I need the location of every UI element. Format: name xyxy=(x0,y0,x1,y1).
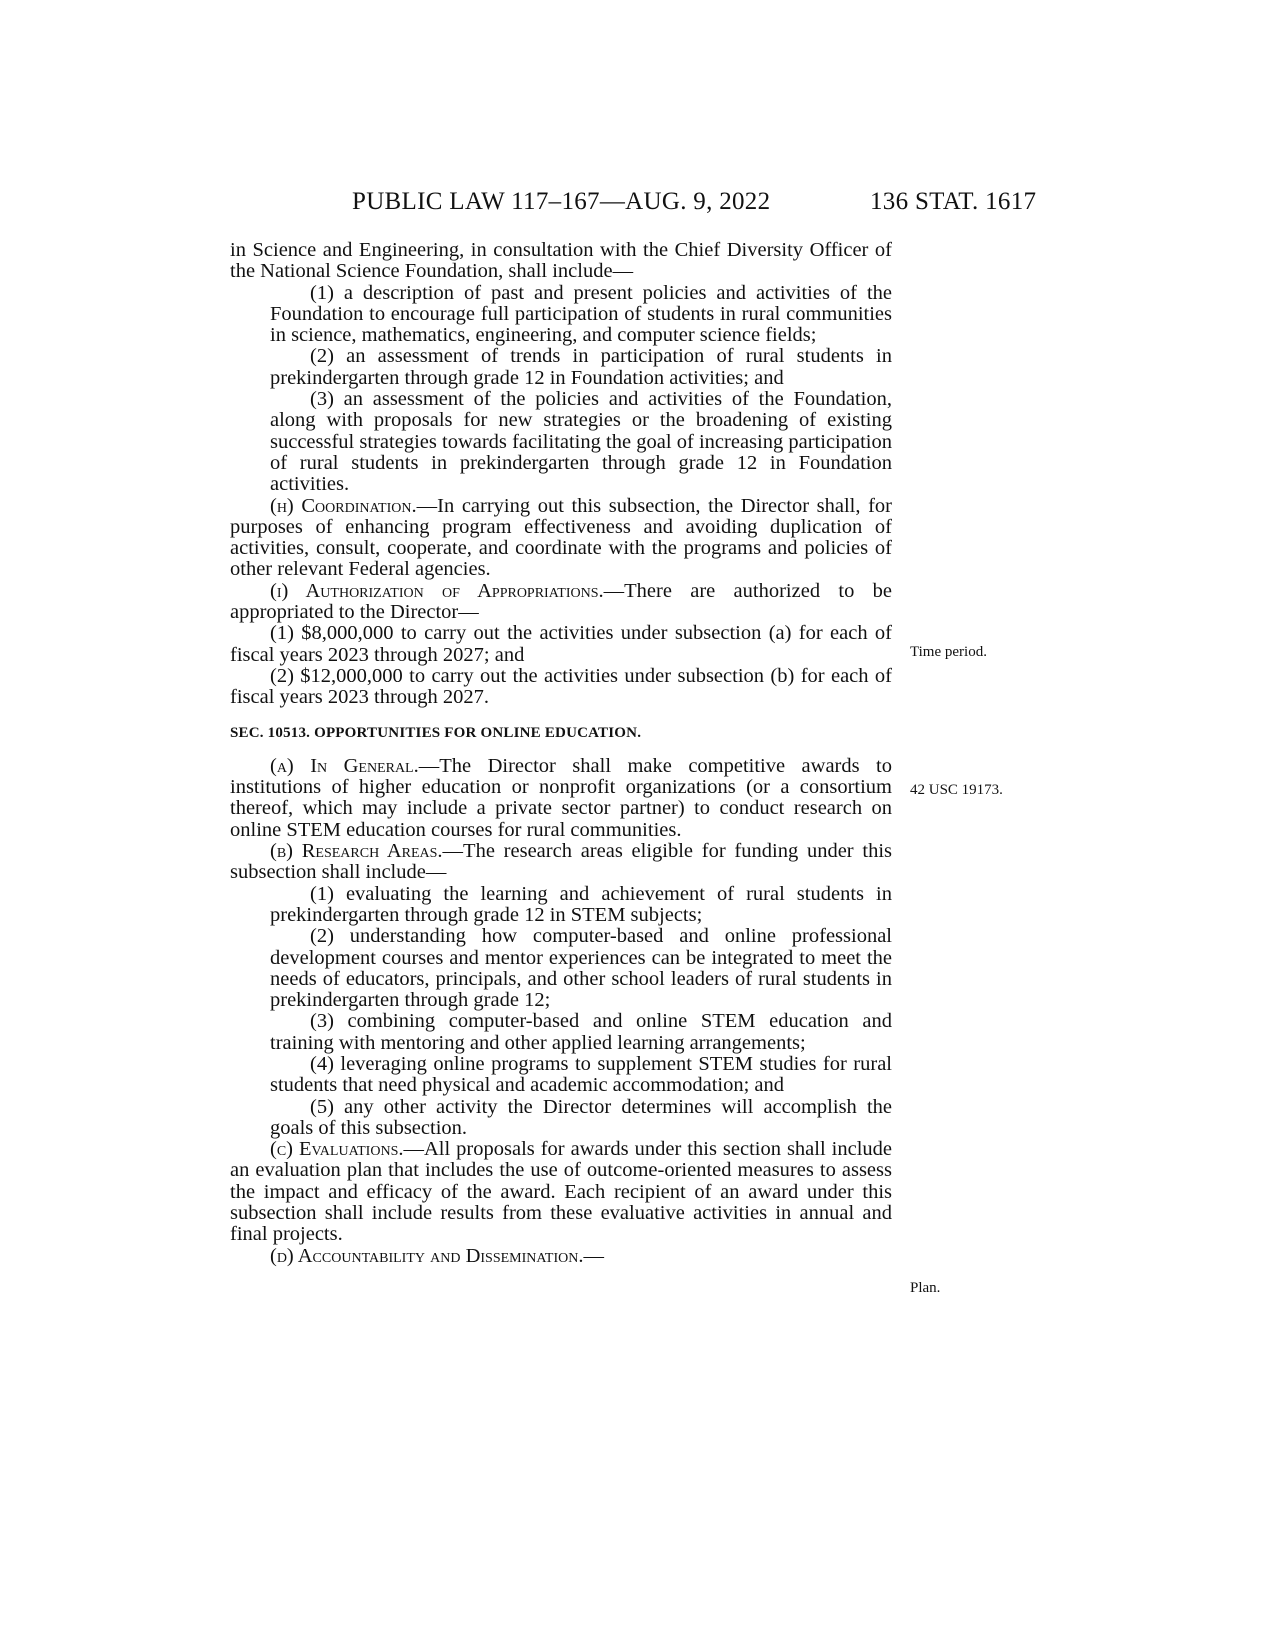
subsection-d xyxy=(230,1246,892,1267)
subsection-i xyxy=(230,581,892,624)
public-law-citation: PUBLIC LAW 117–167—AUG. 9, 2022 xyxy=(352,188,771,215)
paragraph-g1: (1) a description of past and present policies and activities of the Foundation to encourage full participation of students in rural communities in science, mathematics, engineering, and computer science fields; xyxy=(270,281,892,347)
paragraph-b3: (3) combining computer-based and online STEM education and training with mentoring and other applied learning arrangements; xyxy=(270,1010,892,1054)
intro-paragraph: in Science and Engineering, in consultation with the Chief Diversity Officer of the National Science Foundation, shall include— xyxy=(230,239,892,283)
statute-page-number: 136 STAT. 1617 xyxy=(870,188,1037,215)
paragraph-g2: (2) an assessment of trends in participation of rural students in prekindergarten through grade 12 in Foundation activities; and xyxy=(270,345,892,389)
subsection-i-text: —There are authorized to be appropriated to the Director— xyxy=(230,579,892,624)
paragraph-i1: (1) $8,000,000 to carry out the activities under subsection (a) for each of fiscal years 2023 through 2027; and xyxy=(230,622,892,666)
paragraph-i2: (2) $12,000,000 to carry out the activities under subsection (b) for each of fiscal years 2023 through 2027. xyxy=(230,664,892,709)
running-header xyxy=(0,188,1275,222)
paragraph-g3: (3) an assessment of the policies and activities of the Foundation, along with proposals for new strategies or the broadening of existing successful strategies towards facilitating the goal of increasing participation of rural students in prekindergarten through grade 12 in Foundation activities. xyxy=(270,388,892,496)
paragraph-b1: (1) evaluating the learning and achievement of rural students in prekindergarten through grade 12 in STEM subjects; xyxy=(270,882,892,926)
margin-note-usc: 42 USC 19173. xyxy=(910,782,1003,798)
subsection-h xyxy=(230,496,892,581)
section-title: SEC. 10513. OPPORTUNITIES FOR ONLINE EDUCATION. xyxy=(230,724,642,741)
subsection-c-heading: (c) Evaluations. xyxy=(270,1138,404,1161)
subsection-c xyxy=(230,1139,892,1245)
subsection-a-heading: (a) In General. xyxy=(270,754,419,777)
subsection-h-heading: (h) Coordination. xyxy=(270,494,417,517)
subsection-b-heading: (b) Research Areas. xyxy=(270,840,443,863)
paragraph-b4: (4) leveraging online programs to supplement STEM studies for rural students that need physical and academic accommodation; and xyxy=(270,1052,892,1097)
paragraph-b2: (2) understanding how computer-based and online professional development courses and mentor experiences can be integrated to meet the needs of educators, principals, and other school leaders of rural students in prekindergarten through grade 12; xyxy=(270,925,892,1012)
subsection-a xyxy=(230,756,892,841)
subsection-b-text: —The research areas eligible for funding under this subsection shall include— xyxy=(230,840,892,884)
subsection-d-text: — xyxy=(583,1244,604,1267)
subsection-d-heading: (d) Accountability and Dissemination. xyxy=(270,1244,584,1267)
margin-note-time-period: Time period. xyxy=(910,644,987,660)
subsection-c-text: —All proposals for awards under this section shall include an evaluation plan that includes the use of outcome-oriented measures to assess the impact and efficacy of the award. Each recipient of an award under this subsection shall include results from these evaluative activities in annual and final projects. xyxy=(230,1138,892,1246)
margin-note-plan: Plan. xyxy=(910,1280,941,1296)
page-body xyxy=(230,240,892,1267)
subsection-b xyxy=(230,841,892,884)
subsection-a-text: —The Director shall make competitive awards to institutions of higher education or nonprofit organizations (or a consortium thereof, which may include a private sector partner) to conduct research on online STEM education courses for rural communities. xyxy=(230,754,892,841)
subsection-i-heading: (i) Authorization of Appropriations. xyxy=(270,579,604,602)
subsection-h-text: —In carrying out this subsection, the Director shall, for purposes of enhancing program effectiveness and avoiding duplication of activities, consult, cooperate, and coordinate with the programs and policies of other relevant Federal agencies. xyxy=(230,494,892,581)
paragraph-b5: (5) any other activity the Director determines will accomplish the goals of this subsection. xyxy=(270,1095,892,1139)
